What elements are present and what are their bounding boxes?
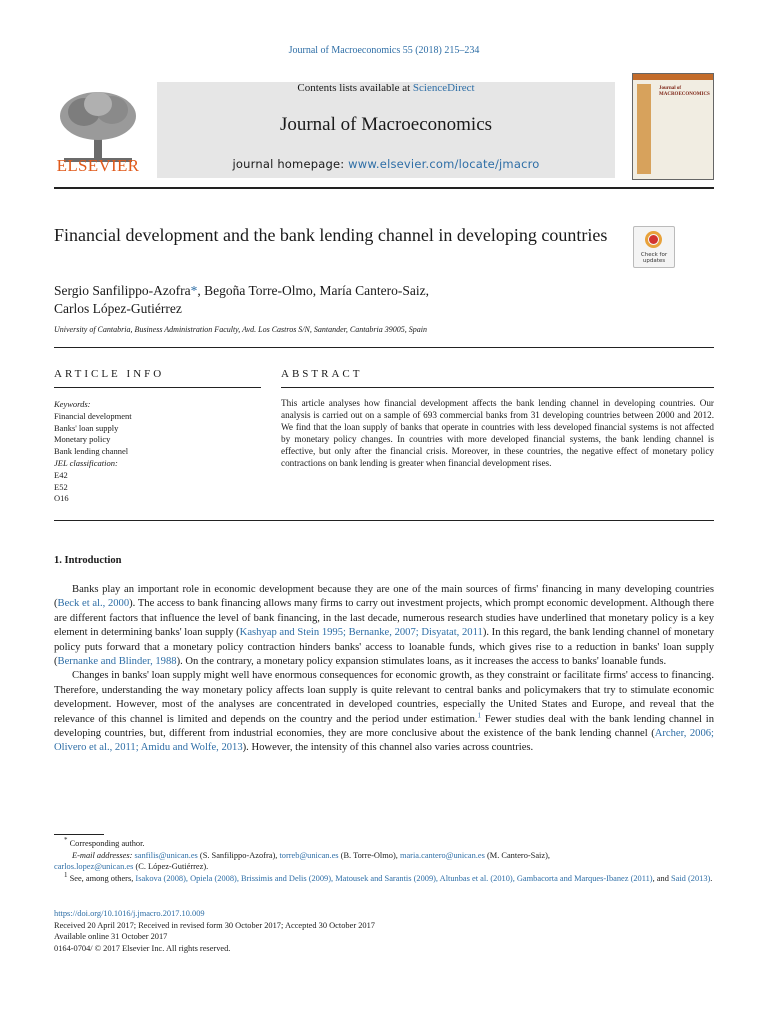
check-for-updates-label: Check for updates bbox=[640, 252, 668, 264]
footnotes bbox=[54, 838, 714, 884]
citation-link[interactable]: Archer, 2006; Olivero et al., 2011; Amidu and Wolfe, 2013 bbox=[54, 728, 714, 754]
homepage-link[interactable]: www.elsevier.com/locate/jmacro bbox=[348, 157, 540, 171]
footnote-ref[interactable]: 1 bbox=[477, 711, 482, 720]
email-addresses: E-mail addresses: sanfilis@unican.es (S. Sanfilippo-Azofra), torreb@unican.es (B. Torre-Olmo), maria.cantero@unican.es (M. Cantero-Saiz), bbox=[72, 850, 550, 860]
corresponding-author-mark[interactable]: * bbox=[190, 283, 198, 298]
journal-title: Journal of Macroeconomics bbox=[279, 114, 493, 135]
article-info-heading: ARTICLE INFO bbox=[54, 368, 165, 380]
jel-item: E52 bbox=[54, 481, 68, 492]
homepage-prefix: journal homepage: bbox=[232, 157, 349, 171]
author-list bbox=[54, 282, 614, 318]
elsevier-wordmark: ELSEVIER bbox=[56, 156, 140, 175]
email-link[interactable]: carlos.lopez@unican.es bbox=[54, 862, 134, 872]
email-addresses-cont: carlos.lopez@unican.es (C. López-Gutiérrez). bbox=[54, 862, 209, 872]
keyword-item: Banks' loan supply bbox=[54, 422, 119, 433]
introduction-body bbox=[54, 583, 714, 756]
paragraph: Banks play an important role in economic development because they are one of the main sources of firms' financing in many developing countries (Beck et al., 2000). The access to bank financing allows many firms to carry out investment projects, which prompt economic development. Although there are different factors that influence the level of bank financing, in the last decade, numerous research studies have underlined that monetary policy is a key element in determining banks' loan supply (Kashyap and Stein 1995; Bernanke, 2007; Disyatat, 2011). In this regard, the bank lending channel of monetary policy puts forward that a monetary policy contraction hinders banks' access to loanable funds, which gives rise to a reduction in banks' loan supply (Bernanke and Blinder, 1988). On the contrary, a monetary policy expansion stimulates loans, as it increases the access to banks' loanable funds. bbox=[54, 584, 714, 668]
header-divider bbox=[54, 187, 714, 189]
article-title: Financial development and the bank lending channel in developing countries bbox=[54, 225, 608, 245]
doi-link[interactable]: https://doi.org/10.1016/j.jmacro.2017.10.009 bbox=[54, 909, 205, 918]
check-for-updates-badge[interactable] bbox=[633, 226, 675, 268]
email-link[interactable]: sanfilis@unican.es bbox=[134, 850, 198, 860]
citation-link[interactable]: Bernanke and Blinder, 1988 bbox=[57, 656, 177, 668]
cover-title: Journal of MACROECONOMICS bbox=[659, 86, 710, 97]
citation-link[interactable]: Kashyap and Stein 1995; Bernanke, 2007; Disyatat, 2011 bbox=[239, 627, 483, 639]
sciencedirect-link[interactable]: ScienceDirect bbox=[412, 82, 475, 94]
keywords-block bbox=[54, 399, 254, 505]
available-online: Available online 31 October 2017 bbox=[54, 932, 168, 942]
citation-link[interactable]: Beck et al., 2000 bbox=[57, 598, 130, 610]
keyword-item: Bank lending channel bbox=[54, 446, 129, 457]
abstract-rule bbox=[281, 387, 714, 388]
footnote-divider bbox=[54, 834, 104, 835]
keyword-item: Monetary policy bbox=[54, 434, 111, 445]
citation-link[interactable]: Isakova (2008), Opiela (2008), Brissimis and Delis (2009), Matousek and Sarantis (2009), Altunbas et al. (2010), Gambacorta and Marques-Ibanez (2011) bbox=[135, 873, 653, 883]
keyword-item: Financial development bbox=[54, 410, 132, 421]
citation-link[interactable]: Said (2013) bbox=[670, 873, 711, 883]
abstract-heading: ABSTRACT bbox=[281, 368, 363, 380]
abstract-text: This article analyses how financial development affects the bank lending channel in developing countries. Our analysis is carried out on a sample of 693 commercial banks from 31 developing countries between 2000 and 2012. We find that the loan supply of banks that operate in countries with less developed financial systems is not affected by monetary policy changes. In countries with more developed financial systems, the bank lending channel is effective, but only after the financial crisis. Moreover, in these countries, the negative effect of monetary policy contractions on bank lending is greater when financial development rises. bbox=[281, 398, 714, 468]
email-link[interactable]: torreb@unican.es bbox=[279, 850, 339, 860]
contents-line bbox=[157, 82, 615, 94]
introduction-heading: 1. Introduction bbox=[54, 555, 122, 566]
copyright: 0164-0704/ © 2017 Elsevier Inc. All rights reserved. bbox=[54, 943, 231, 953]
keywords-label: Keywords: bbox=[54, 399, 91, 409]
footnote-1: $^1$ See, among others, Isakova (2008), Opiela (2008), Brissimis and Delis (2009), Matousek and Sarantis (2009), Altunbas et al. (2010), Gambacorta and Marques-Ibanez (2011), and Said (2013). bbox=[64, 870, 713, 883]
author-last: Carlos López-Gutiérrez bbox=[54, 301, 182, 316]
email-link[interactable]: maria.cantero@unican.es bbox=[399, 850, 485, 860]
affiliation-divider bbox=[54, 347, 714, 348]
author-first: Sergio Sanfilippo-Azofra bbox=[54, 283, 191, 298]
authors-rest: , Begoña Torre-Olmo, María Cantero-Saiz, bbox=[197, 283, 429, 298]
contents-prefix: Contents lists available at bbox=[297, 82, 413, 94]
received-dates: Received 20 April 2017; Received in revised form 30 October 2017; Accepted 30 October 2017 bbox=[54, 920, 375, 930]
article-info-rule bbox=[54, 387, 261, 388]
journal-cover-image bbox=[632, 73, 714, 180]
affiliation: University of Cantabria, Business Administration Faculty, Avd. Los Castros S/N, Santander, Cantabria 39005, Spain bbox=[54, 325, 427, 334]
journal-citation[interactable]: Journal of Macroeconomics 55 (2018) 215–234 bbox=[288, 45, 480, 56]
jel-label: JEL classification: bbox=[54, 457, 118, 468]
journal-homepage bbox=[157, 157, 615, 171]
corresponding-author-note: * Corresponding author. bbox=[64, 836, 145, 848]
jel-item: E42 bbox=[54, 469, 68, 480]
paragraph: Changes in banks' loan supply might well have enormous consequences for economic growth, as they constraint or facilitate firms' access to financing. Therefore, understanding the way monetary policy affects loan supply is quite relevant to central banks and policymakers that try to stimulate economic development. However, most of the analyses are concentrated in developed countries, especially the United States and Europe, and reveal that the relevance of this channel is limited and depends on the country and the period under estimation.$^1$ Fewer studies deal with the bank lending channel in developing countries, but, different from industrial economies, they are more conclusive about the existence of the bank lending channel (Archer, 2006; Olivero et al., 2011; Amidu and Wolfe, 2013). However, the intensity of this channel also varies across countries. bbox=[54, 670, 714, 754]
abstract-divider bbox=[54, 520, 714, 521]
jel-item: O16 bbox=[54, 493, 69, 504]
article-footer bbox=[54, 908, 714, 954]
